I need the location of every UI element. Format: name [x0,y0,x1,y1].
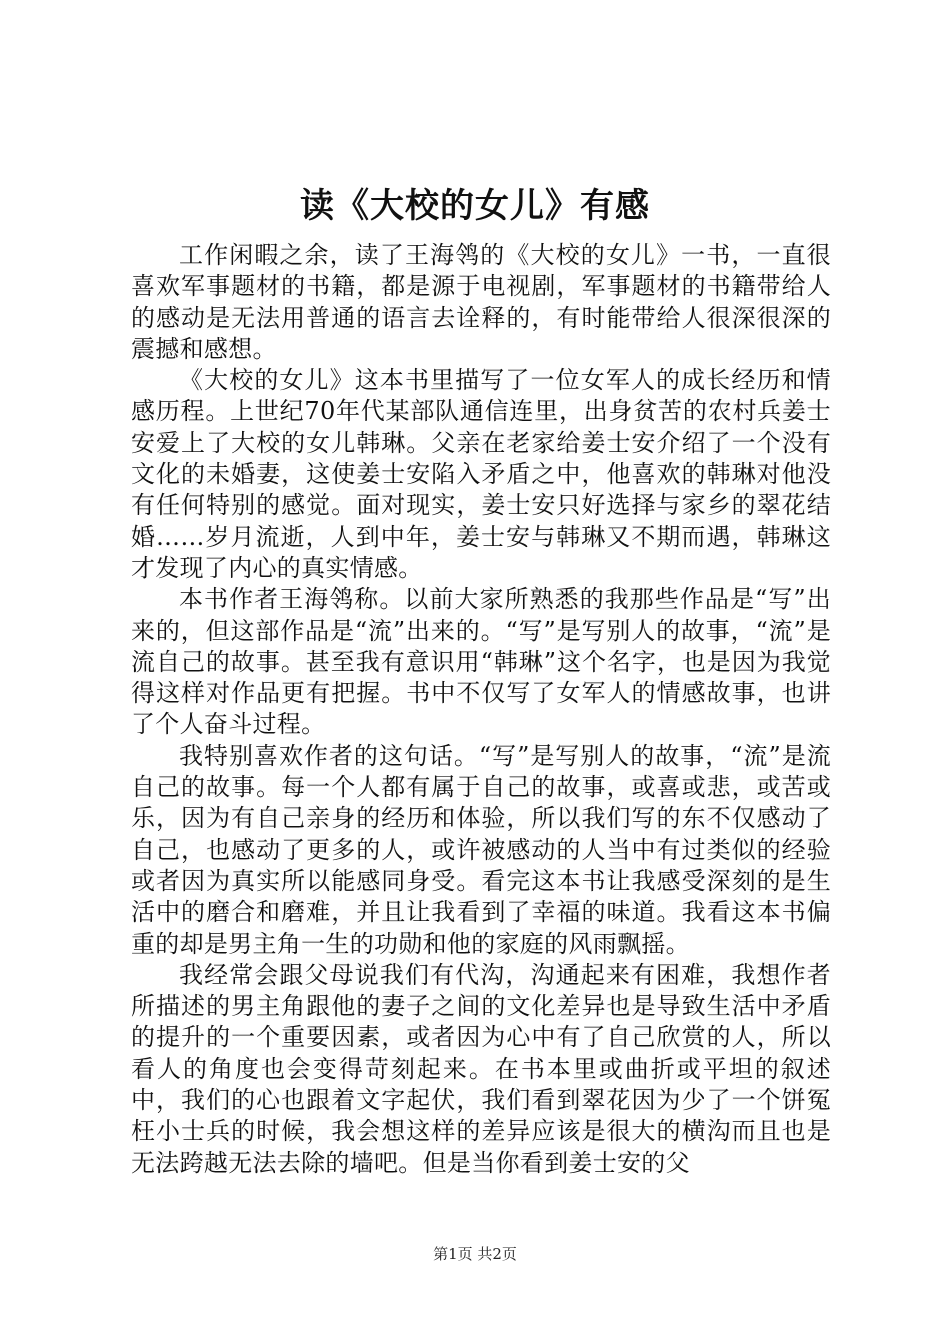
paragraph: 我经常会跟父母说我们有代沟，沟通起来有困难，我想作者所描述的男主角跟他的妻子之间的文化差异也是导致生活中矛盾的提升的一个重要因素，或者因为心中有了自己欣赏的人，所以看人的角度也会变得苛刻起来。在书本里或曲折或平坦的叙述中，我们的心也跟着文字起伏，我们看到翠花因为少了一个饼冤枉小士兵的时候，我会想这样的差异应该是很大的横沟而且也是无法跨越无法去除的墙吧。但是当你看到姜士安的父 [131,960,831,1177]
paragraph: 《大校的女儿》这本书里描写了一位女军人的成长经历和情感历程。上世纪70年代某部队通信连里，出身贫苦的农村兵姜士安爱上了大校的女儿韩琳。父亲在老家给姜士安介绍了一个没有文化的未婚妻，这使姜士安陷入矛盾之中，他喜欢的韩琳对他没有任何特别的感觉。面对现实，姜士安只好选择与家乡的翠花结婚……岁月流逝，人到中年，姜士安与韩琳又不期而遇，韩琳这才发现了内心的真实情感。 [131,366,831,582]
paragraph: 我特别喜欢作者的这句话。“写”是写别人的故事，“流”是流自己的故事。每一个人都有属于自己的故事，或喜或悲，或苦或乐，因为有自己亲身的经历和体验，所以我们写的东不仅感动了自己，也感动了更多的人，或许被感动的人当中有过类似的经验或者因为真实所以能感同身受。看完这本书让我感受深刻的是生活中的磨合和磨难，并且让我看到了幸福的味道。我看这本书偏重的却是男主角一生的功勋和他的家庭的风雨飘摇。 [131,741,831,958]
paragraph: 工作闲暇之余，读了王海鸰的《大校的女儿》一书，一直很喜欢军事题材的书籍，都是源于电视剧，军事题材的书籍带给人的感动是无法用普通的语言去诠释的，有时能带给人很深很深的震撼和感想。 [131,241,831,363]
document-title: 读《大校的女儿》有感 [300,186,650,226]
page-footer: 第1页 共2页 [433,1245,517,1263]
paragraph: 本书作者王海鸰称。以前大家所熟悉的我那些作品是“写”出来的，但这部作品是“流”出来的。“写”是写别人的故事，“流”是流自己的故事。甚至我有意识用“韩琳”这个名字，也是因为我觉得这样对作品更有把握。书中不仅写了女军人的情感故事，也讲了个人奋斗过程。 [131,585,831,739]
document-body [131,240,831,1179]
